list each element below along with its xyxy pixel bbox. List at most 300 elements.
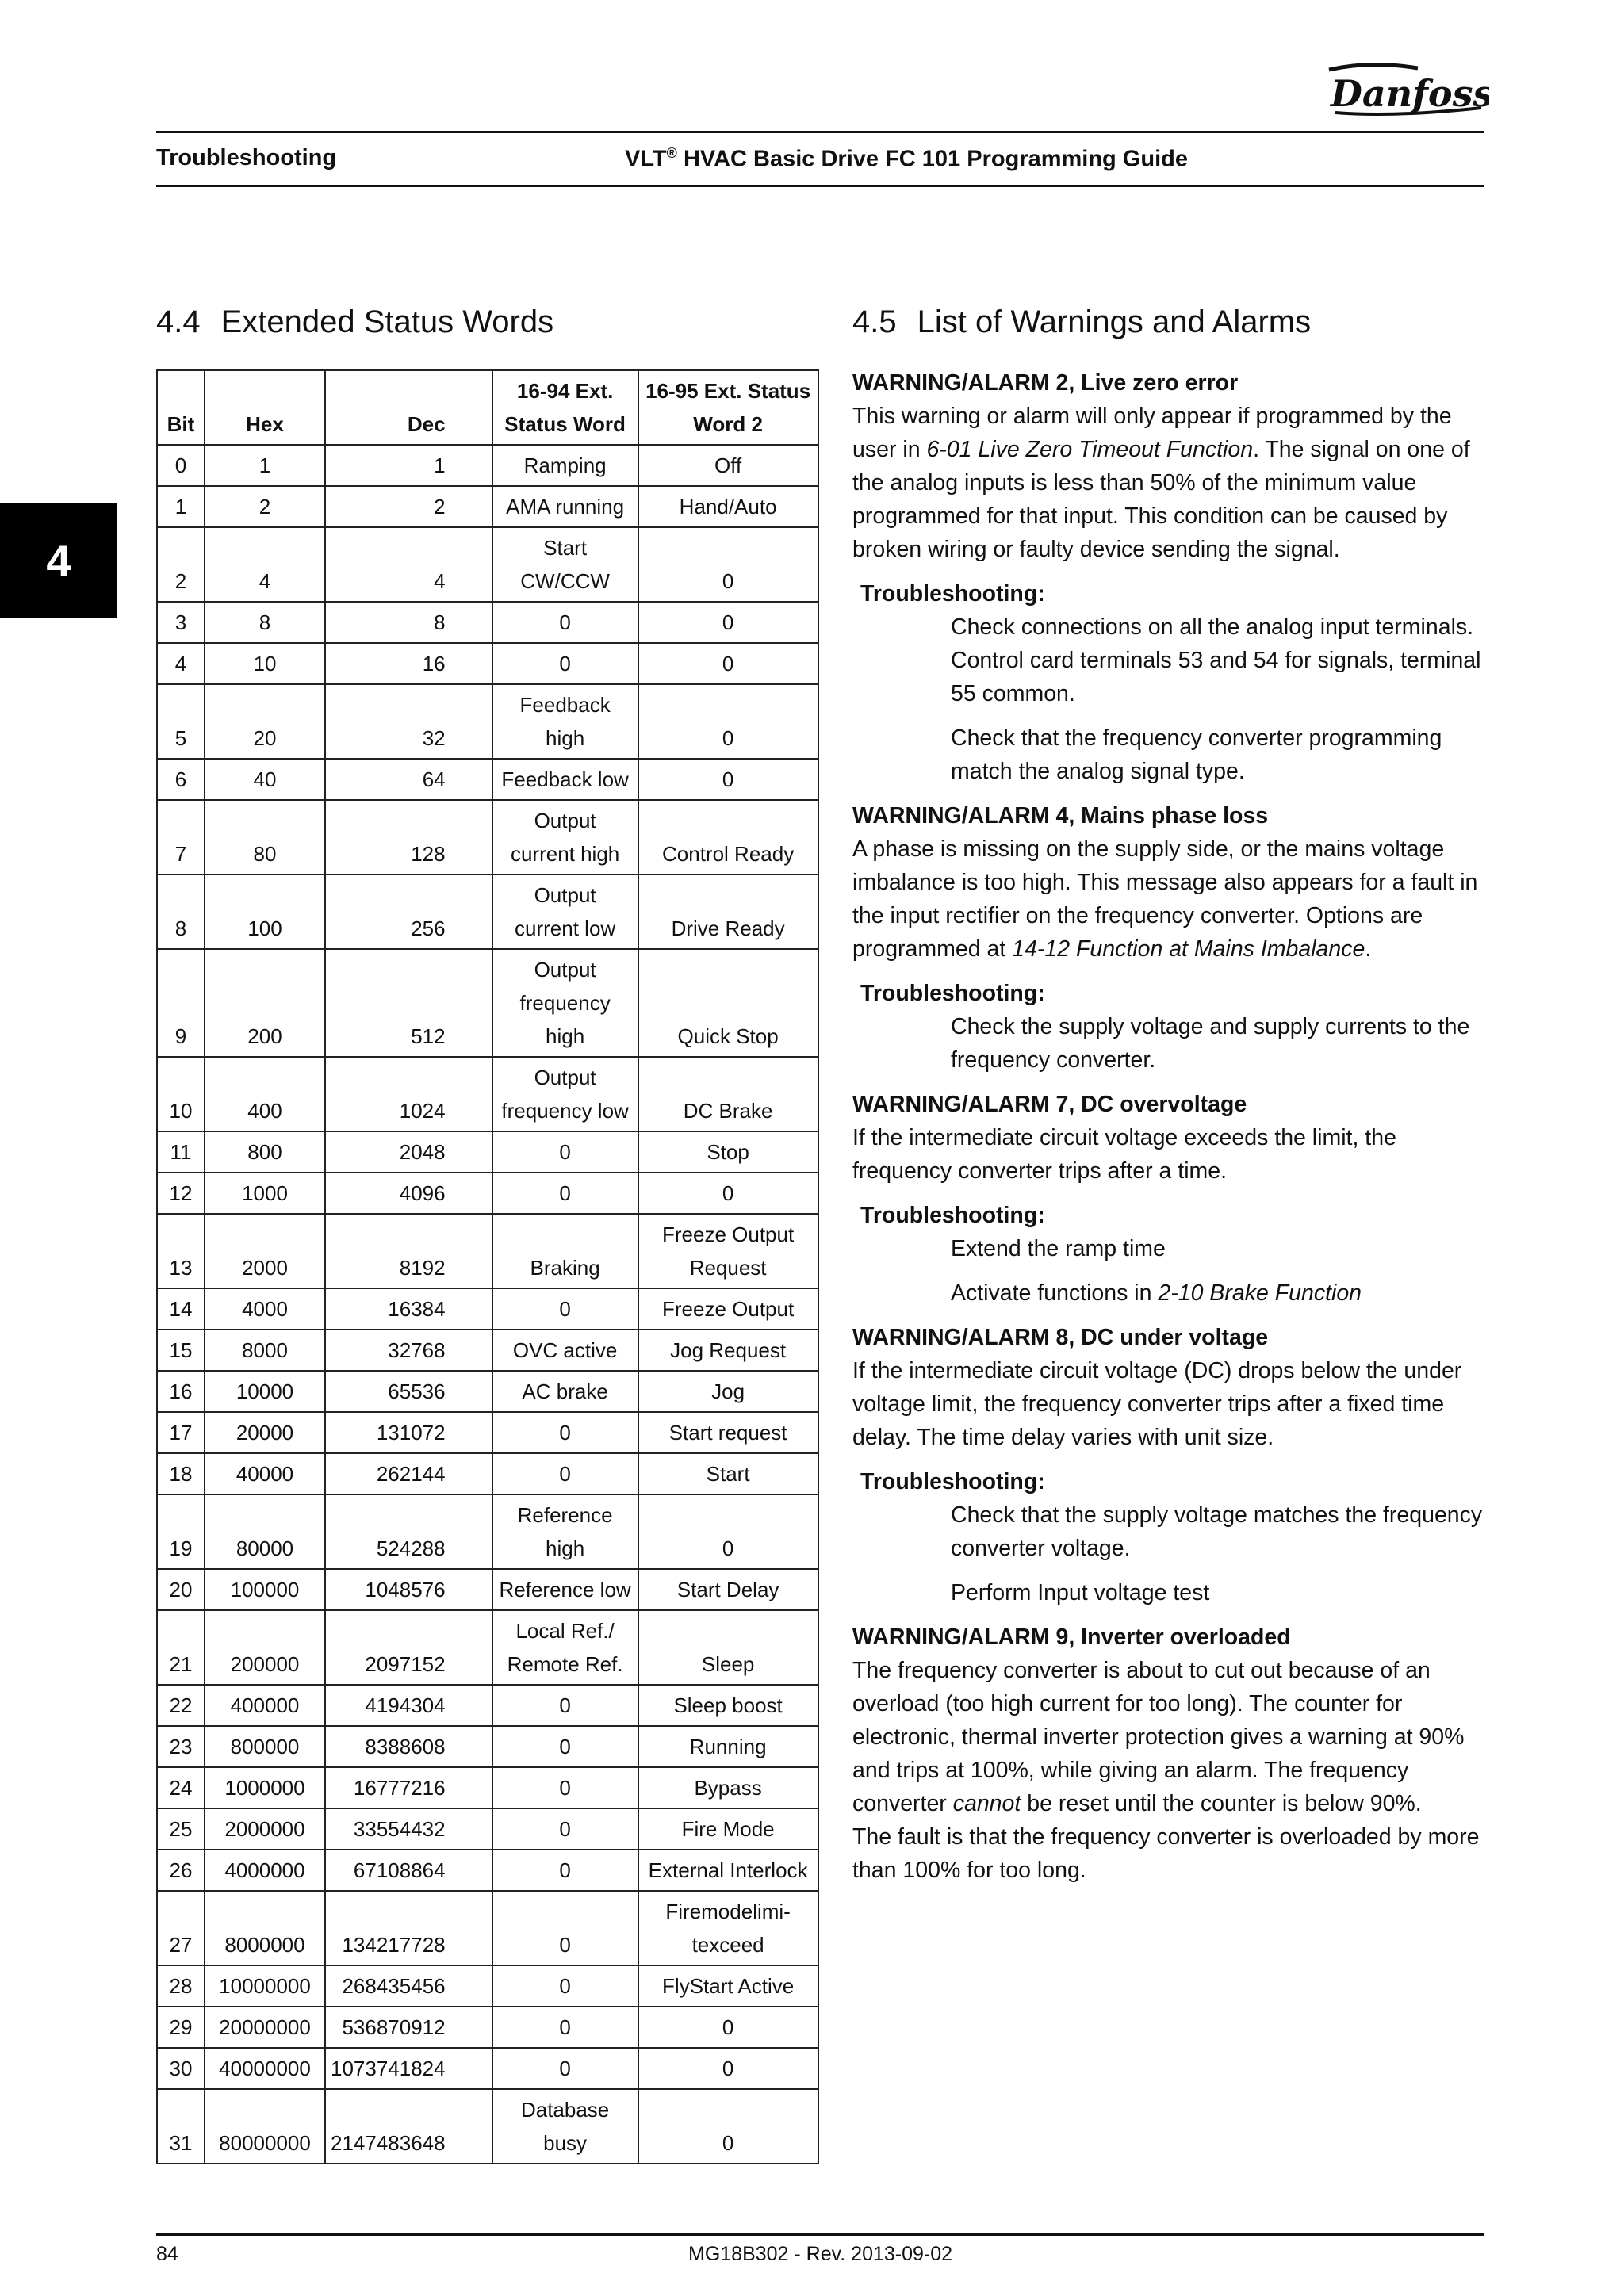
table-row bbox=[157, 1965, 818, 2007]
cell-line: high bbox=[546, 1536, 585, 1560]
troubleshooting-step bbox=[951, 1276, 1487, 1310]
italic-reference: 14-12 Function at Mains Imbalance bbox=[1012, 936, 1365, 962]
cell-line: busy bbox=[543, 2131, 588, 2155]
troubleshooting-step bbox=[951, 1232, 1487, 1265]
cell-hex: 400000 bbox=[205, 1685, 325, 1726]
cell-status-word-2 bbox=[638, 1173, 818, 1214]
cell-hex: 8000 bbox=[205, 1330, 325, 1371]
cell-dec: 2 bbox=[325, 486, 492, 527]
cell-bit: 16 bbox=[157, 1371, 205, 1412]
cell-dec: 1048576 bbox=[325, 1569, 492, 1610]
table-row bbox=[157, 759, 818, 800]
cell-dec: 256 bbox=[325, 874, 492, 949]
page-number: 84 bbox=[156, 2243, 178, 2265]
header-brand: VLT bbox=[625, 146, 667, 172]
cell-line: 0 bbox=[559, 610, 571, 634]
cell-dec: 131072 bbox=[325, 1412, 492, 1453]
cell-line: 0 bbox=[722, 569, 734, 593]
cell-line: DC Brake bbox=[683, 1099, 773, 1123]
table-row bbox=[157, 1891, 818, 1965]
cell-line: Start Delay bbox=[676, 1578, 779, 1601]
table-row bbox=[157, 1610, 818, 1685]
cell-line: Request bbox=[689, 1256, 767, 1280]
header-section-name: Troubleshooting bbox=[156, 145, 337, 170]
header-guide-name: HVAC Basic Drive FC 101 Programming Guide bbox=[676, 146, 1188, 172]
cell-dec: 64 bbox=[325, 759, 492, 800]
cell-status-word-2 bbox=[638, 759, 818, 800]
cell-hex: 80000 bbox=[205, 1494, 325, 1569]
table-row bbox=[157, 874, 818, 949]
cell-status-word-2 bbox=[638, 2089, 818, 2164]
text-run: If the intermediate circuit voltage exceeds the limit, the frequency converter trips after a time. bbox=[852, 1125, 1396, 1184]
cell-line: Jog Request bbox=[670, 1338, 787, 1362]
cell-status-word-2 bbox=[638, 602, 818, 643]
cell-dec: 16384 bbox=[325, 1288, 492, 1330]
cell-status-word-2 bbox=[638, 1891, 818, 1965]
cell-line: 0 bbox=[559, 1933, 571, 1957]
alarm-entry bbox=[852, 1321, 1487, 1609]
cell-line: 0 bbox=[559, 1140, 571, 1164]
cell-status-word-1 bbox=[492, 602, 638, 643]
cell-line: 0 bbox=[559, 1297, 571, 1321]
cell-status-word-1 bbox=[492, 759, 638, 800]
text-run: Check connections on all the analog input terminals. Control card terminals 53 and 54 for signals, terminal 55 common. bbox=[951, 614, 1481, 706]
warnings-alarms-list bbox=[852, 366, 1487, 1892]
text-run: Check the supply voltage and supply currents to the frequency converter. bbox=[951, 1014, 1470, 1073]
cell-bit: 0 bbox=[157, 445, 205, 486]
cell-dec: 524288 bbox=[325, 1494, 492, 1569]
cell-dec: 65536 bbox=[325, 1371, 492, 1412]
cell-status-word-1 bbox=[492, 1965, 638, 2007]
table-row bbox=[157, 1371, 818, 1412]
cell-dec: 32768 bbox=[325, 1330, 492, 1371]
cell-line: 0 bbox=[559, 1421, 571, 1445]
alarm-description bbox=[852, 832, 1487, 966]
cell-line: Output bbox=[534, 883, 596, 907]
chapter-tab: 4 bbox=[0, 503, 117, 618]
danfoss-logo bbox=[1323, 62, 1489, 117]
cell-hex: 200000 bbox=[205, 1610, 325, 1685]
cell-hex: 1 bbox=[205, 445, 325, 486]
cell-bit: 23 bbox=[157, 1726, 205, 1767]
cell-status-word-1 bbox=[492, 1330, 638, 1371]
table-row bbox=[157, 1330, 818, 1371]
cell-line: Remote Ref. bbox=[507, 1652, 623, 1676]
cell-line: Control Ready bbox=[662, 842, 795, 866]
header-bit: Bit bbox=[157, 370, 205, 445]
cell-dec: 1024 bbox=[325, 1057, 492, 1131]
cell-bit: 13 bbox=[157, 1214, 205, 1288]
cell-hex: 800 bbox=[205, 1131, 325, 1173]
table-row bbox=[157, 1850, 818, 1891]
cell-bit: 7 bbox=[157, 800, 205, 874]
cell-status-word-1 bbox=[492, 1850, 638, 1891]
italic-reference: cannot bbox=[952, 1791, 1021, 1816]
section-number: 4.5 bbox=[852, 304, 897, 339]
troubleshooting-step bbox=[951, 1498, 1487, 1565]
table-header-row bbox=[157, 370, 818, 445]
cell-bit: 29 bbox=[157, 2007, 205, 2048]
cell-hex: 100000 bbox=[205, 1569, 325, 1610]
cell-hex: 1000 bbox=[205, 1173, 325, 1214]
cell-line: Hand/Auto bbox=[679, 495, 777, 519]
cell-status-word-1 bbox=[492, 643, 638, 684]
cell-status-word-2 bbox=[638, 1767, 818, 1808]
alarm-title: WARNING/ALARM 7, DC overvoltage bbox=[852, 1092, 1247, 1117]
cell-bit: 27 bbox=[157, 1891, 205, 1965]
text-run: . bbox=[1365, 936, 1372, 962]
header-status-word-1 bbox=[492, 370, 638, 445]
troubleshooting-label: Troubleshooting: bbox=[860, 1469, 1045, 1494]
cell-dec: 128 bbox=[325, 800, 492, 874]
cell-status-word-2 bbox=[638, 486, 818, 527]
alarm-description bbox=[852, 1354, 1487, 1454]
cell-status-word-2 bbox=[638, 1726, 818, 1767]
cell-line: Ramping bbox=[523, 453, 607, 477]
cell-line: FlyStart Active bbox=[662, 1974, 795, 1998]
cell-status-word-1 bbox=[492, 684, 638, 759]
cell-line: OVC active bbox=[512, 1338, 618, 1362]
cell-bit: 4 bbox=[157, 643, 205, 684]
cell-hex: 200 bbox=[205, 949, 325, 1057]
table-row bbox=[157, 1057, 818, 1131]
cell-line: Freeze Output bbox=[662, 1297, 795, 1321]
cell-hex: 2 bbox=[205, 486, 325, 527]
cell-line: 0 bbox=[559, 2057, 571, 2080]
cell-line: 0 bbox=[722, 726, 734, 750]
table-row bbox=[157, 527, 818, 602]
cell-line: 0 bbox=[722, 2131, 734, 2155]
cell-dec: 512 bbox=[325, 949, 492, 1057]
cell-line: 0 bbox=[722, 1536, 734, 1560]
cell-hex: 80 bbox=[205, 800, 325, 874]
cell-hex: 8000000 bbox=[205, 1891, 325, 1965]
cell-dec: 67108864 bbox=[325, 1850, 492, 1891]
cell-status-word-1 bbox=[492, 1371, 638, 1412]
cell-line: Quick Stop bbox=[677, 1024, 779, 1048]
cell-status-word-1 bbox=[492, 1412, 638, 1453]
cell-line: Bypass bbox=[694, 1776, 762, 1800]
table-row bbox=[157, 1808, 818, 1850]
table-row bbox=[157, 1214, 818, 1288]
cell-line: External Interlock bbox=[648, 1858, 808, 1882]
cell-bit: 24 bbox=[157, 1767, 205, 1808]
cell-status-word-2 bbox=[638, 1330, 818, 1371]
cell-line: 0 bbox=[559, 1181, 571, 1205]
cell-dec: 2147483648 bbox=[325, 2089, 492, 2164]
table-row bbox=[157, 1726, 818, 1767]
footer-rule bbox=[156, 2233, 1484, 2236]
section-title-extended-status-words bbox=[156, 304, 553, 340]
table-row bbox=[157, 1767, 818, 1808]
table-row bbox=[157, 486, 818, 527]
cell-line: Stop bbox=[707, 1140, 749, 1164]
header-guide-title bbox=[625, 145, 1188, 173]
text-run: This warning or alarm will only appear if programmed by the user in bbox=[852, 404, 1452, 462]
cell-hex: 4000000 bbox=[205, 1850, 325, 1891]
header-top-rule bbox=[156, 131, 1484, 133]
italic-reference: 6-01 Live Zero Timeout Function bbox=[926, 437, 1254, 462]
cell-hex: 40 bbox=[205, 759, 325, 800]
cell-line: 0 bbox=[559, 1817, 571, 1841]
cell-dec: 4194304 bbox=[325, 1685, 492, 1726]
text-run: be reset until the counter is below 90%. bbox=[1021, 1791, 1422, 1816]
cell-status-word-1 bbox=[492, 949, 638, 1057]
cell-status-word-1 bbox=[492, 1808, 638, 1850]
table-row bbox=[157, 1131, 818, 1173]
cell-dec: 2097152 bbox=[325, 1610, 492, 1685]
cell-status-word-1 bbox=[492, 1494, 638, 1569]
cell-line: Start bbox=[706, 1462, 750, 1486]
cell-line: AC brake bbox=[522, 1380, 608, 1403]
cell-status-word-1 bbox=[492, 1610, 638, 1685]
troubleshooting-step bbox=[951, 1576, 1487, 1609]
text-run: Activate functions in bbox=[951, 1280, 1159, 1306]
cell-status-word-2 bbox=[638, 1494, 818, 1569]
cell-bit: 28 bbox=[157, 1965, 205, 2007]
header-bottom-rule bbox=[156, 185, 1484, 187]
cell-line: Sleep boost bbox=[673, 1693, 783, 1717]
registered-mark: ® bbox=[666, 145, 677, 161]
cell-status-word-1 bbox=[492, 1288, 638, 1330]
table-row bbox=[157, 1173, 818, 1214]
cell-line: Start request bbox=[668, 1421, 787, 1445]
cell-line: 0 bbox=[722, 610, 734, 634]
header-status-word-2-line-2: Word 2 bbox=[693, 412, 763, 436]
cell-bit: 19 bbox=[157, 1494, 205, 1569]
table-row bbox=[157, 949, 818, 1057]
cell-bit: 17 bbox=[157, 1412, 205, 1453]
cell-status-word-1 bbox=[492, 1453, 638, 1494]
cell-hex: 10000000 bbox=[205, 1965, 325, 2007]
cell-line: high bbox=[546, 1024, 585, 1048]
table-row bbox=[157, 445, 818, 486]
cell-line: Running bbox=[689, 1735, 767, 1758]
table-row bbox=[157, 602, 818, 643]
table-row bbox=[157, 1453, 818, 1494]
cell-status-word-1 bbox=[492, 1726, 638, 1767]
header-dec: Dec bbox=[325, 370, 492, 445]
cell-hex: 2000000 bbox=[205, 1808, 325, 1850]
cell-hex: 8 bbox=[205, 602, 325, 643]
cell-status-word-2 bbox=[638, 1131, 818, 1173]
cell-line: Local Ref./ bbox=[515, 1619, 615, 1643]
cell-line: 0 bbox=[559, 1776, 571, 1800]
header-status-word-1-line-1: 16-94 Ext. bbox=[516, 379, 614, 403]
troubleshooting-label: Troubleshooting: bbox=[860, 981, 1045, 1006]
cell-status-word-2 bbox=[638, 1850, 818, 1891]
cell-bit: 22 bbox=[157, 1685, 205, 1726]
cell-line: 0 bbox=[559, 1858, 571, 1882]
text-run: Perform Input voltage test bbox=[951, 1580, 1210, 1605]
cell-hex: 1000000 bbox=[205, 1767, 325, 1808]
cell-status-word-1 bbox=[492, 800, 638, 874]
table-row bbox=[157, 2007, 818, 2048]
cell-bit: 12 bbox=[157, 1173, 205, 1214]
cell-line: high bbox=[546, 726, 585, 750]
cell-status-word-1 bbox=[492, 2007, 638, 2048]
text-run: If the intermediate circuit voltage (DC) drops below the under voltage limit, the frequency converter trips after a fixed time delay. The time delay varies with unit size. bbox=[852, 1358, 1462, 1450]
cell-status-word-2 bbox=[638, 1412, 818, 1453]
cell-hex: 4000 bbox=[205, 1288, 325, 1330]
header-status-word-2 bbox=[638, 370, 818, 445]
text-run: Check that the supply voltage matches the frequency converter voltage. bbox=[951, 1502, 1483, 1561]
cell-line: Fire Mode bbox=[681, 1817, 775, 1841]
cell-status-word-1 bbox=[492, 2048, 638, 2089]
cell-dec: 16777216 bbox=[325, 1767, 492, 1808]
alarm-entry bbox=[852, 1621, 1487, 1887]
section-title-warnings-alarms bbox=[852, 304, 1311, 340]
cell-dec: 134217728 bbox=[325, 1891, 492, 1965]
alarm-description-continued: The fault is that the frequency converter is overloaded by more than 100% for too long. bbox=[852, 1824, 1480, 1883]
table-row bbox=[157, 2089, 818, 2164]
cell-line: Output bbox=[534, 1066, 596, 1089]
cell-line: Feedback bbox=[519, 693, 611, 717]
cell-line: AMA running bbox=[506, 495, 625, 519]
cell-line: Freeze Output bbox=[662, 1223, 795, 1246]
cell-dec: 262144 bbox=[325, 1453, 492, 1494]
table-row bbox=[157, 1494, 818, 1569]
alarm-description bbox=[852, 1654, 1487, 1820]
cell-line: Reference bbox=[517, 1503, 613, 1527]
cell-status-word-2 bbox=[638, 949, 818, 1057]
cell-line: Sleep bbox=[701, 1652, 755, 1676]
cell-dec: 33554432 bbox=[325, 1808, 492, 1850]
troubleshooting-step bbox=[951, 610, 1487, 710]
cell-status-word-2 bbox=[638, 1214, 818, 1288]
cell-status-word-2 bbox=[638, 1057, 818, 1131]
cell-bit: 3 bbox=[157, 602, 205, 643]
cell-line: Off bbox=[714, 453, 742, 477]
cell-status-word-1 bbox=[492, 445, 638, 486]
cell-line: 0 bbox=[722, 2015, 734, 2039]
cell-line: 0 bbox=[722, 652, 734, 675]
cell-dec: 268435456 bbox=[325, 1965, 492, 2007]
document-id: MG18B302 - Rev. 2013-09-02 bbox=[688, 2243, 953, 2265]
cell-status-word-1 bbox=[492, 1891, 638, 1965]
cell-status-word-2 bbox=[638, 1965, 818, 2007]
cell-status-word-1 bbox=[492, 2089, 638, 2164]
cell-hex: 20000000 bbox=[205, 2007, 325, 2048]
alarm-title: WARNING/ALARM 9, Inverter overloaded bbox=[852, 1624, 1291, 1650]
cell-status-word-1 bbox=[492, 486, 638, 527]
cell-hex: 20 bbox=[205, 684, 325, 759]
cell-status-word-2 bbox=[638, 874, 818, 949]
text-run: The frequency converter is about to cut out because of an overload (too high current for too long). The counter for electronic, thermal inverter protection gives a warning at 90% and trips at 100%, while giving an alarm. The frequency converter bbox=[852, 1658, 1465, 1816]
cell-line: texceed bbox=[691, 1933, 764, 1957]
cell-status-word-1 bbox=[492, 1057, 638, 1131]
cell-status-word-2 bbox=[638, 1569, 818, 1610]
cell-bit: 30 bbox=[157, 2048, 205, 2089]
section-heading: List of Warnings and Alarms bbox=[917, 304, 1312, 339]
cell-line: 0 bbox=[559, 1462, 571, 1486]
cell-bit: 18 bbox=[157, 1453, 205, 1494]
table-row bbox=[157, 1288, 818, 1330]
cell-status-word-1 bbox=[492, 874, 638, 949]
cell-hex: 80000000 bbox=[205, 2089, 325, 2164]
cell-status-word-1 bbox=[492, 1569, 638, 1610]
cell-line: 0 bbox=[559, 1974, 571, 1998]
cell-line: Start CW/CCW bbox=[520, 536, 610, 593]
cell-line: frequency low bbox=[501, 1099, 629, 1123]
cell-status-word-1 bbox=[492, 1214, 638, 1288]
cell-line: Output bbox=[534, 958, 596, 982]
alarm-title: WARNING/ALARM 2, Live zero error bbox=[852, 370, 1239, 396]
cell-line: Braking bbox=[530, 1256, 600, 1280]
text-run: A phase is missing on the supply side, or the mains voltage imbalance is too high. This message also appears for a fault in the input rectifier on the frequency converter. Options are programmed at bbox=[852, 836, 1478, 962]
alarm-entry bbox=[852, 1088, 1487, 1310]
cell-dec: 8192 bbox=[325, 1214, 492, 1288]
cell-status-word-2 bbox=[638, 1808, 818, 1850]
cell-bit: 6 bbox=[157, 759, 205, 800]
cell-status-word-2 bbox=[638, 643, 818, 684]
cell-dec: 16 bbox=[325, 643, 492, 684]
alarm-description bbox=[852, 1121, 1487, 1188]
section-number: 4.4 bbox=[156, 304, 201, 339]
cell-status-word-1 bbox=[492, 1685, 638, 1726]
cell-bit: 8 bbox=[157, 874, 205, 949]
cell-dec: 1 bbox=[325, 445, 492, 486]
cell-status-word-2 bbox=[638, 527, 818, 602]
cell-bit: 9 bbox=[157, 949, 205, 1057]
table-row bbox=[157, 1685, 818, 1726]
cell-line: 0 bbox=[722, 2057, 734, 2080]
cell-dec: 32 bbox=[325, 684, 492, 759]
cell-hex: 10000 bbox=[205, 1371, 325, 1412]
troubleshooting-label: Troubleshooting: bbox=[860, 581, 1045, 607]
text-run: Extend the ramp time bbox=[951, 1236, 1166, 1261]
table-row bbox=[157, 643, 818, 684]
alarm-entry bbox=[852, 366, 1487, 788]
cell-bit: 26 bbox=[157, 1850, 205, 1891]
cell-bit: 1 bbox=[157, 486, 205, 527]
alarm-title: WARNING/ALARM 8, DC under voltage bbox=[852, 1325, 1269, 1350]
cell-dec: 8388608 bbox=[325, 1726, 492, 1767]
cell-status-word-2 bbox=[638, 1288, 818, 1330]
cell-line: Feedback low bbox=[501, 767, 629, 791]
cell-status-word-2 bbox=[638, 1610, 818, 1685]
text-run: Check that the frequency converter programming match the analog signal type. bbox=[951, 725, 1442, 784]
cell-dec: 536870912 bbox=[325, 2007, 492, 2048]
cell-status-word-2 bbox=[638, 445, 818, 486]
table-row bbox=[157, 2048, 818, 2089]
cell-bit: 31 bbox=[157, 2089, 205, 2164]
cell-status-word-1 bbox=[492, 1131, 638, 1173]
cell-dec: 1073741824 bbox=[325, 2048, 492, 2089]
cell-dec: 8 bbox=[325, 602, 492, 643]
svg-text:Danfoss: Danfoss bbox=[1331, 72, 1489, 115]
cell-dec: 2048 bbox=[325, 1131, 492, 1173]
cell-status-word-1 bbox=[492, 527, 638, 602]
table-row bbox=[157, 1569, 818, 1610]
cell-line: 0 bbox=[559, 2015, 571, 2039]
header-status-word-1-line-2: Status Word bbox=[504, 412, 626, 436]
cell-line: 0 bbox=[559, 1735, 571, 1758]
cell-line: 0 bbox=[722, 767, 734, 791]
cell-hex: 2000 bbox=[205, 1214, 325, 1288]
troubleshooting-step bbox=[951, 1010, 1487, 1077]
cell-bit: 2 bbox=[157, 527, 205, 602]
cell-line: 0 bbox=[722, 1181, 734, 1205]
cell-line: 0 bbox=[559, 652, 571, 675]
cell-status-word-2 bbox=[638, 684, 818, 759]
cell-status-word-2 bbox=[638, 1371, 818, 1412]
cell-hex: 20000 bbox=[205, 1412, 325, 1453]
cell-bit: 14 bbox=[157, 1288, 205, 1330]
cell-line: frequency bbox=[519, 991, 611, 1015]
cell-dec: 4096 bbox=[325, 1173, 492, 1214]
cell-hex: 800000 bbox=[205, 1726, 325, 1767]
